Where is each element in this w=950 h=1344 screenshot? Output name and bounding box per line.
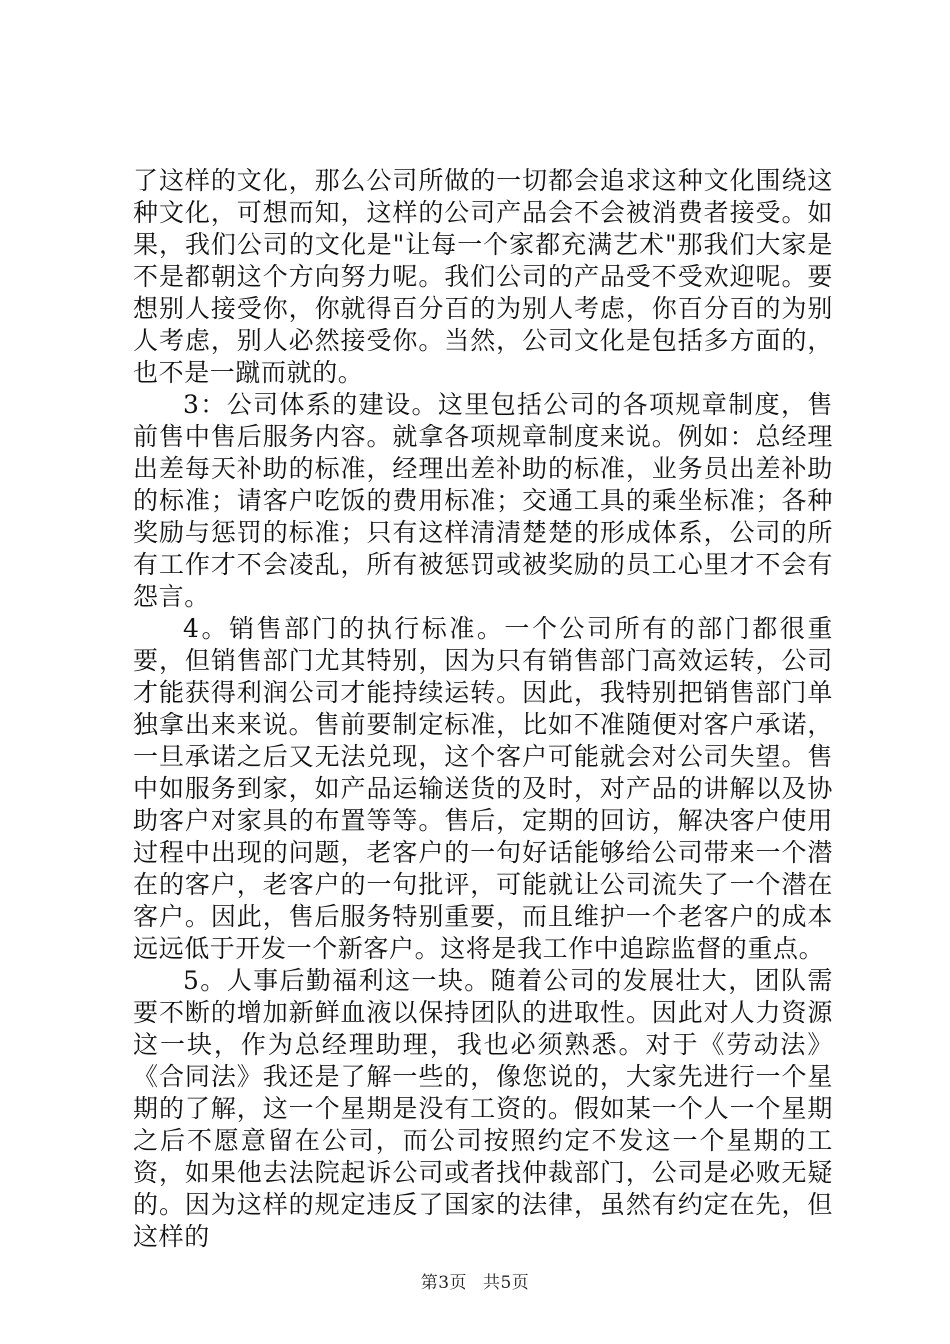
document-body: [133, 165, 833, 1253]
page-number: 第3页: [420, 1273, 468, 1293]
page-footer: [0, 1272, 950, 1294]
paragraph-hr-welfare: 5。人事后勤福利这一块。随着公司的发展壮大，团队需要不断的增加新鲜血液以保持团队的进取性。因此对人力资源这一块，作为总经理助理，我也必须熟悉。对于《劳动法》《合同法》我还是了解一些的，像您说的，大家先进行一个星期的了解，这一个星期是没有工资的。假如某一个人一个星期之后不愿意留在公司，而公司按照约定不发这一个星期的工资，如果他去法院起诉公司或者找仲裁部门，公司是必败无疑的。因为这样的规定违反了国家的法律，虽然有约定在先，但这样的: [133, 966, 833, 1251]
paragraph-sales-standards: 4。销售部门的执行标准。一个公司所有的部门都很重要，但销售部门尤其特别，因为只有销售部门高效运转，公司才能获得利润公司才能持续运转。因此，我特别把销售部门单独拿出来来说。售前要制定标准，比如不准随便对客户承诺，一旦承诺之后又无法兑现，这个客户可能就会对公司失望。售中如服务到家，如产品运输送货的及时，对产品的讲解以及协助客户对家具的布置等等。售后，定期的回访，解决客户使用过程中出现的问题，老客户的一句好话能够给公司带来一个潜在的客户，老客户的一句批评，可能就让公司流失了一个潜在客户。因此，售后服务特别重要，而且维护一个老客户的成本远远低于开发一个新客户。这将是我工作中追踪监督的重点。: [133, 614, 833, 963]
page-total: 共5页: [482, 1273, 530, 1293]
paragraph-company-culture: 了这样的文化，那么公司所做的一切都会追求这种文化围绕这种文化，可想而知，这样的公司产品会不会被消费者接受。如果，我们公司的文化是"让每一个家都充满艺术"那我们大家是不是都朝这个方向努力呢。我们公司的产品受不受欢迎呢。要想别人接受你，你就得百分百的为别人考虑，你百分百的为别人考虑，别人必然接受你。当然，公司文化是包括多方面的，也不是一蹴而就的。: [133, 166, 833, 387]
paragraph-company-system: 3：公司体系的建设。这里包括公司的各项规章制度，售前售中售后服务内容。就拿各项规章制度来说。例如：总经理出差每天补助的标准，经理出差补助的标准，业务员出差补助的标准；请客户吃饭的费用标准；交通工具的乘坐标准；各种奖励与惩罚的标准；只有这样清清楚楚的形成体系，公司的所有工作才不会凌乱，所有被惩罚或被奖励的员工心里才不会有怨言。: [133, 390, 833, 611]
